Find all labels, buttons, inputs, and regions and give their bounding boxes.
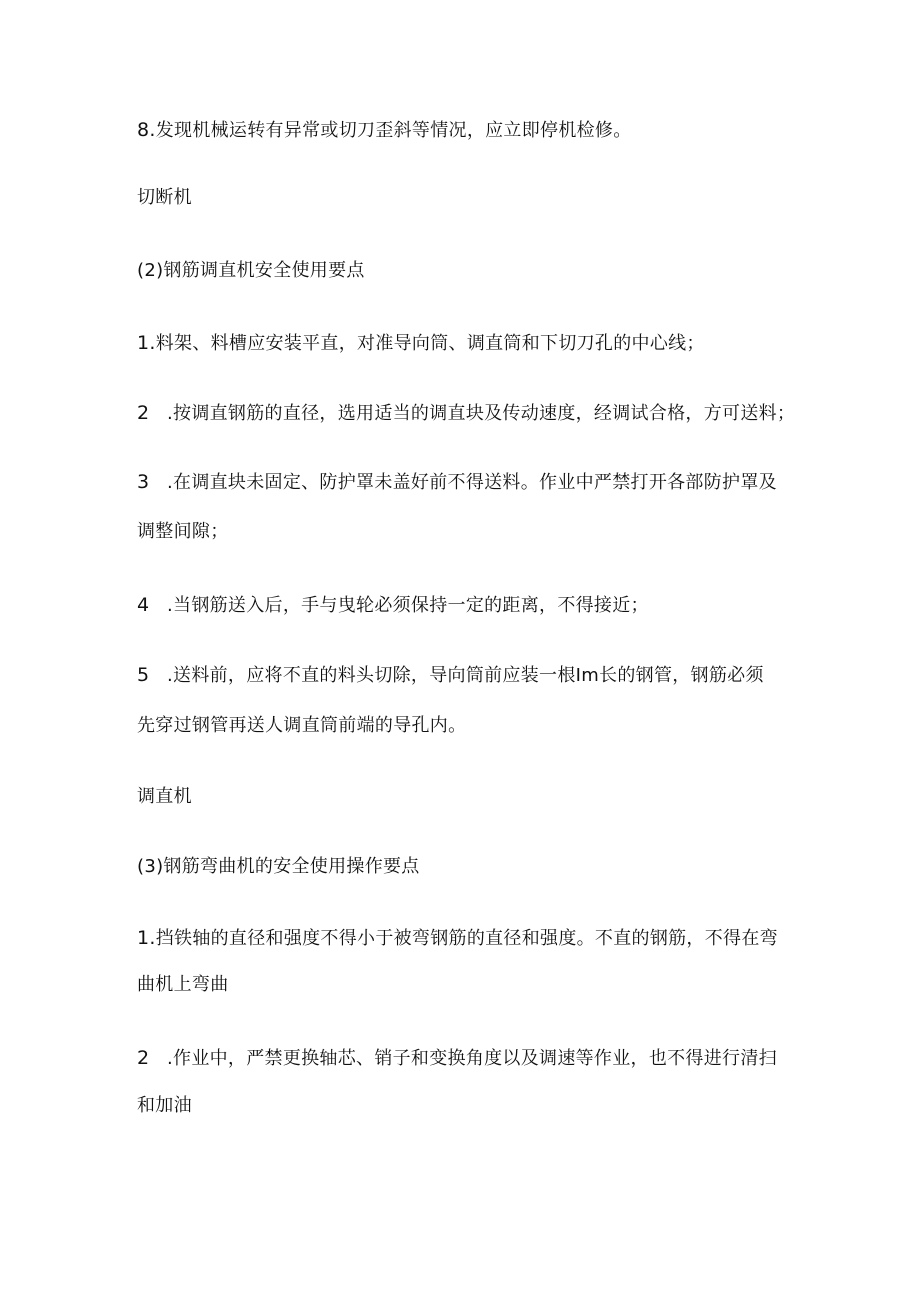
line-text: 先穿过钢管再送人调直筒前端的导孔内。: [137, 715, 467, 736]
line-text: 切断机: [137, 187, 192, 208]
list-item-3: [137, 469, 797, 496]
line-text: 调整间隙；: [137, 521, 229, 542]
line-text: 发现机械运转有异常或切刀歪斜等情况，应立即停机检修。: [155, 120, 632, 141]
line-text: .按调直钢筋的直径，选用适当的调直块及传动速度，经调试合格，方可送料；: [167, 403, 796, 424]
item-number: 1.: [137, 927, 156, 949]
bender-item-2: [137, 1045, 797, 1072]
section-heading-bender: [137, 854, 797, 880]
item-number: 3: [137, 471, 150, 493]
line-text: .在调直块未固定、防护罩未盖好前不得送料。作业中严禁打开各部防护罩及: [167, 472, 777, 493]
bender-item-2-continuation: [137, 1093, 797, 1119]
list-item-3-continuation: [137, 519, 797, 545]
line-text: .作业中，严禁更换轴芯、销子和变换角度以及调速等作业，也不得进行清扫: [167, 1048, 777, 1069]
item-number: 1.: [137, 332, 156, 354]
item-number: 2: [137, 402, 150, 424]
item-number: 5: [137, 664, 150, 686]
item-number: 2: [137, 1047, 150, 1069]
item-number: 4: [137, 594, 150, 616]
line-text: .送料前，应将不直的料头切除，导向筒前应装一根Im长的钢管，钢筋必须: [167, 665, 764, 686]
list-item-5: [137, 662, 797, 689]
line-text: 料架、料槽应安装平直，对准导向筒、调直筒和下切刀孔的中心线；: [155, 333, 705, 354]
line-text: 调直机: [137, 786, 192, 807]
section-heading-straightener: [137, 258, 797, 284]
line-text: 挡铁轴的直径和强度不得小于被弯钢筋的直径和强度。不直的钢筋，不得在弯: [155, 928, 778, 949]
line-text: .当钢筋送入后，手与曳轮必须保持一定的距离，不得接近；: [167, 595, 649, 616]
list-item-2: [137, 400, 797, 427]
list-item-4: [137, 592, 797, 619]
line-text: (2)钢筋调直机安全使用要点: [137, 260, 365, 281]
bender-item-1-continuation: [137, 972, 797, 998]
item-number: 8.: [137, 119, 156, 141]
line-text: (3)钢筋弯曲机的安全使用操作要点: [137, 856, 420, 877]
list-item-5-continuation: [137, 713, 797, 739]
caption-cutting-machine: [137, 185, 797, 211]
line-text: 和加油: [137, 1095, 192, 1116]
caption-straightener: [137, 784, 797, 810]
list-item-1: [137, 330, 797, 357]
line-text: 曲机上弯曲: [137, 974, 229, 995]
item-8-line: [137, 117, 797, 144]
bender-item-1: [137, 925, 797, 952]
